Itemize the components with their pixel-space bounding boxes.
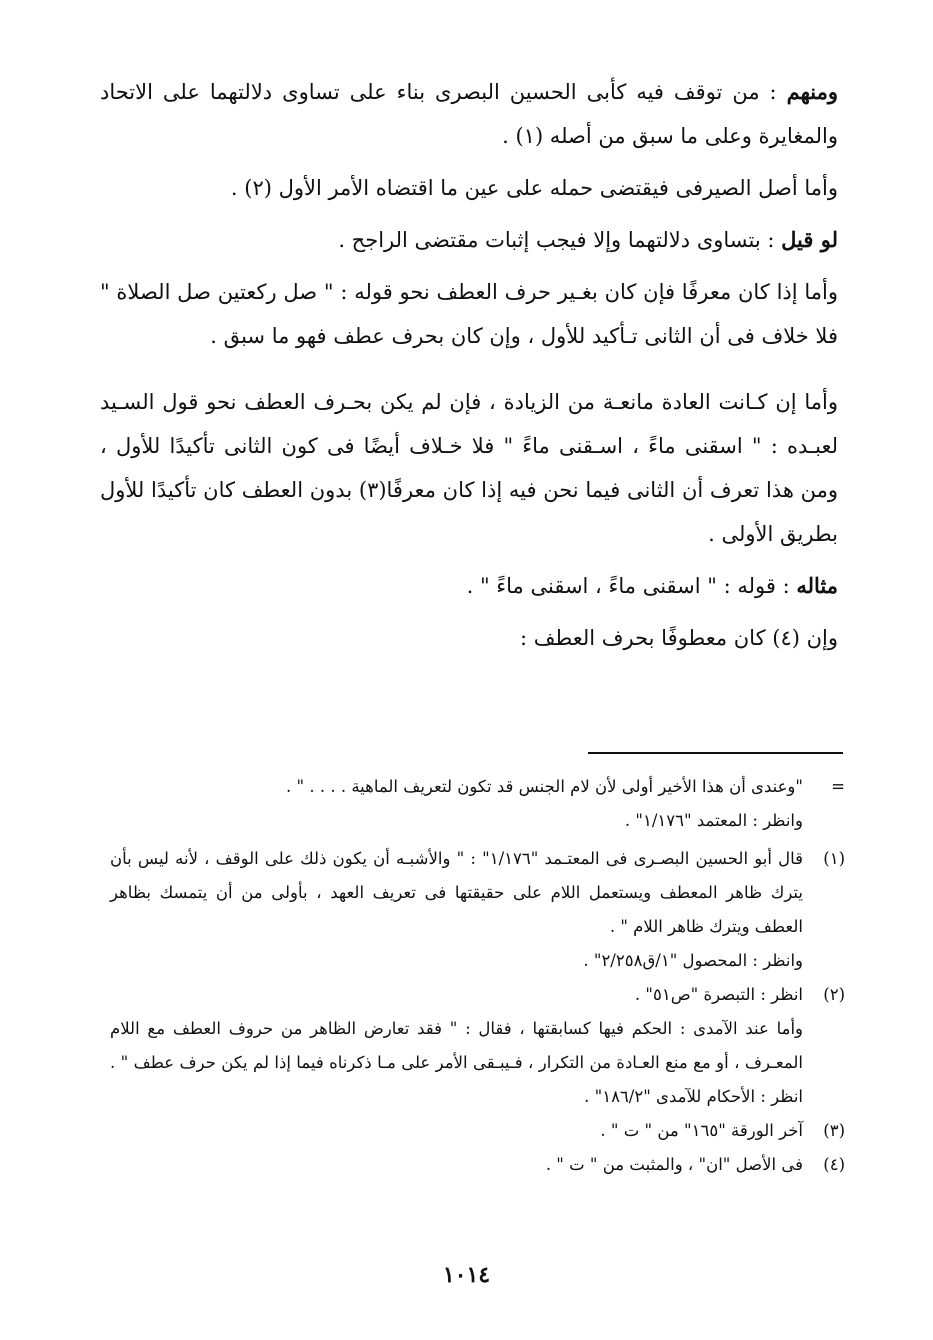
paragraph-2-text: وأما أصل الصيرفى فيقتضى حمله على عين ما اقتضاه الأمر الأول (٢) . [230,176,838,200]
footnote-continuation [110,770,845,838]
footnote-continuation-line-1: "وعندى أن هذا الأخير أولى لأن لام الجنس قد تكون لتعريف الماهية . . . . " . [286,777,803,796]
footnote-continuation-line-2: وانظر : المعتمد "١/١٧٦" . [624,811,803,830]
footnote-1-line-2: وانظر : المحصول "١/ق٢/٢٥٨" . [583,951,803,970]
paragraph-1 [100,70,838,158]
footnote-2-number: (٢) [823,985,845,1004]
footnote-separator [588,752,843,754]
main-text [100,70,838,668]
footnote-1 [110,842,845,978]
footnote-3 [110,1114,845,1148]
paragraph-3-lead: لو قيل [781,227,838,252]
paragraph-4-text: وأما إذا كان معرفًا فإن كان بغـير حرف العطف نحو قوله : " صل ركعتين صل الصلاة " فلا خلاف فى أن الثانى تـأكيد للأول ، وإن كان بحرف عطف فهو ما سبق . [100,280,838,348]
footnote-1-line-1: قال أبو الحسين البصـرى فى المعتـمد "١/١٧٦" : " والأشبـه أن يكون ذلك على الوقف ، لأنه ليس بأن يترك ظاهر المعطف ويستعمل اللام على حقيقتها فى تعريف العهد ، بأولى من أن يتمسك بظاهر العطف ويترك ظاهر اللام " . [110,849,803,936]
paragraph-6-text: : قوله : " اسقنى ماءً ، اسقنى ماءً " . [466,574,790,598]
footnote-3-number: (٣) [823,1121,845,1140]
footnote-2 [110,978,845,1114]
paragraph-1-lead: ومنهم [786,79,838,104]
footnote-2-line-1: انظر : التبصرة "ص٥١" . [634,985,803,1004]
footnote-3-line-1: آخر الورقة "١٦٥" من " ت " . [600,1121,803,1140]
footnote-1-number: (١) [823,849,845,868]
paragraph-5 [100,380,838,556]
footnotes [110,770,845,1182]
paragraph-4 [100,270,838,358]
paragraph-5-text: وأما إن كـانت العادة مانعـة من الزيادة ، فإن لم يكن بحـرف العطف نحو قول السـيد لعبـده : " اسقنى ماءً ، اسـقنى ماءً " فلا خـلاف أيضًا فى كون الثانى تأكيدًا للأول ، ومن هذا تعرف أن الثانى فيما نحن فيه إذا كان معرفًا(٣) بدون العطف كان تأكيدًا للأول بطريق الأولى . [100,390,838,546]
paragraph-6-lead: مثاله [796,573,838,598]
paragraph-2 [100,166,838,210]
paragraph-6 [100,564,838,608]
page-number: ١٠١٤ [442,1262,491,1288]
footnote-4 [110,1148,845,1182]
footnote-continuation-marker: = [831,777,845,796]
paragraph-3 [100,218,838,262]
paragraph-7-text: وإن (٤) كان معطوفًا بحرف العطف : [520,626,838,650]
paragraph-7 [100,616,838,660]
footnote-4-line-1: فى الأصل "ان" ، والمثبت من " ت " . [545,1155,803,1174]
paragraph-3-text: : بتساوى دلالتهما وإلا فيجب إثبات مقتضى الراجح . [338,228,775,252]
paragraph-1-text: : من توقف فيه كأبى الحسين البصرى بناء على تساوى دلالتهما على الاتحاد والمغايرة وعلى ما سبق من أصله (١) . [100,80,838,148]
footnote-4-number: (٤) [823,1155,845,1174]
footnote-2-line-2: وأما عند الآمدى : الحكم فيها كسابقتها ، فقال : " فقد تعارض الظاهر من حروف العطف مع اللام المعـرف ، أو مع منع العـادة من التكرار ، فـيبـقى الأمر على مـا ذكرناه فيما إذا لم يكن حرف عطف " . انظر : الأحكام للآمدى "١٨٦/٢" . [110,1019,803,1106]
